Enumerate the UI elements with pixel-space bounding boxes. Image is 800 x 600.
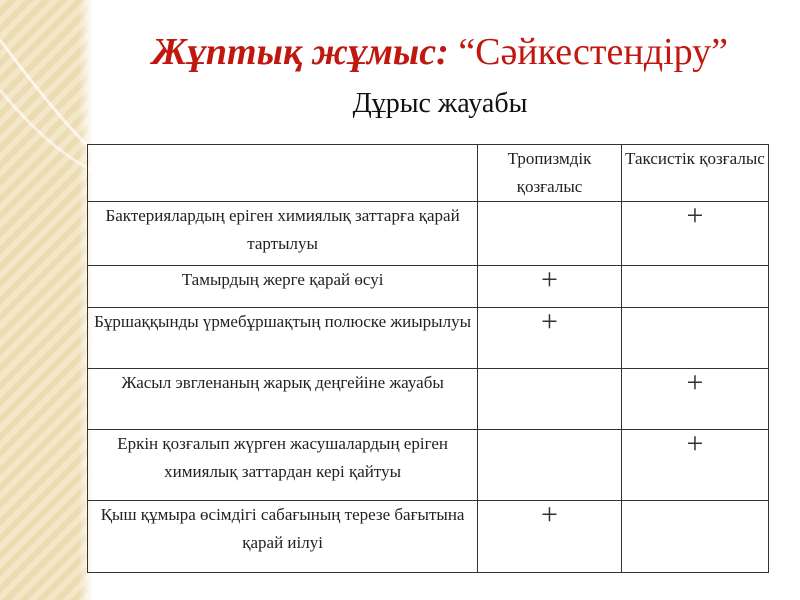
tropism-mark [478,369,622,430]
answers-table [87,144,769,573]
decorative-side-strip [0,0,93,600]
row-label: Бұршаққынды үрмебұршақтың полюске жиырылуы [88,308,478,369]
table-header-row [88,145,769,202]
table-row [88,501,769,573]
header-tropism: Тропизмдік қозғалыс [478,145,622,202]
tropism-mark [478,202,622,266]
tropism-mark: + [478,501,622,573]
row-label: Еркін қозғалып жүрген жасушалардың еріген химиялық заттардан кері қайтуы [88,430,478,501]
table-row [88,430,769,501]
title-part-quoted: “Сәйкестендіру” [448,31,728,73]
title-part-bold: Жұптық жұмыс: [152,31,449,73]
row-label: Тамырдың жерге қарай өсуі [88,266,478,308]
taxis-mark [621,266,768,308]
slide-subtitle: Дұрыс жауабы [352,88,528,119]
row-label: Қыш құмыра өсімдігі сабағының терезе бағытына қарай иілуі [88,501,478,573]
header-empty [88,145,478,202]
tropism-mark [478,430,622,501]
table-row [88,266,769,308]
table-row [88,308,769,369]
taxis-mark: + [621,430,768,501]
header-taxis: Таксистік қозғалыс [621,145,768,202]
taxis-mark: + [621,202,768,266]
taxis-mark [621,501,768,573]
taxis-mark: + [621,369,768,430]
row-label: Бактериялардың еріген химиялық заттарға қарай тартылуы [88,202,478,266]
decorative-arcs [0,0,92,600]
table-row [88,369,769,430]
tropism-mark: + [478,266,622,308]
row-label: Жасыл эвгленаның жарық деңгейіне жауабы [88,369,478,430]
table-row [88,202,769,266]
tropism-mark: + [478,308,622,369]
taxis-mark [621,308,768,369]
slide-title [100,30,780,74]
